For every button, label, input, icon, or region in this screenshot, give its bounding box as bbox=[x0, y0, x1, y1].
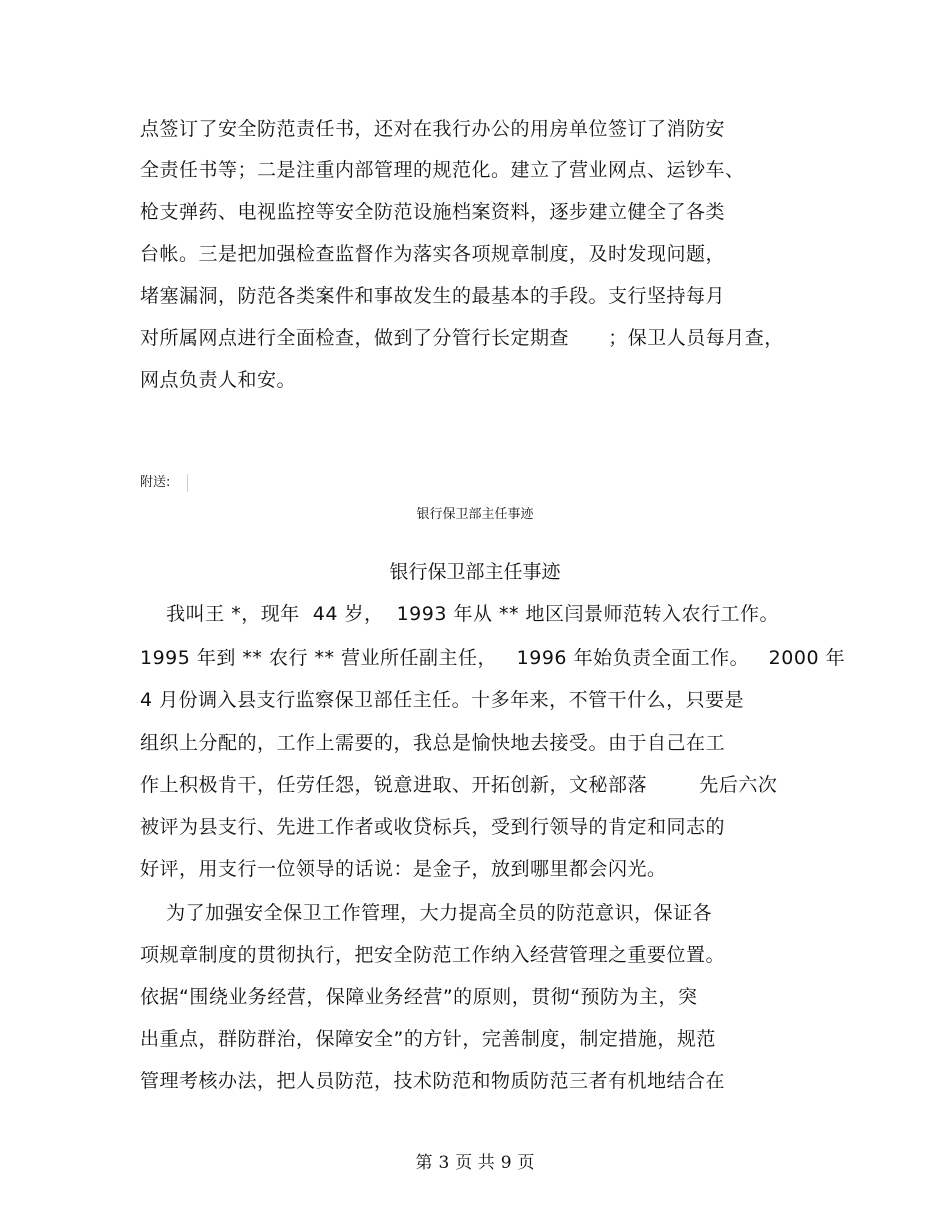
text-line: 管理考核办法，把人员防范，技术防范和物质防范三者有机地结合在 bbox=[140, 1070, 726, 1092]
text-line: 全责任书等；二是注重内部管理的规范化。建立了营业网点、运钞车、 bbox=[140, 159, 745, 181]
text-line: 依据“围绕业务经营，保障业务经营”的原则，贯彻“预防为主，突 bbox=[140, 986, 698, 1008]
footer-suffix: 页 bbox=[517, 1153, 535, 1173]
text-line: 台帐。三是把加强检查监督作为落实各项规章制度，及时发现问题， bbox=[140, 243, 726, 265]
text-line: 我叫王 *，现年 44 岁， 1993 年从 ** 地区闫景师范转入农行工作。 bbox=[140, 603, 780, 625]
article-title: 银行保卫部主任事迹 bbox=[389, 561, 561, 583]
text-line: 好评，用支行一位领导的话说：是金子，放到哪里都会闪光。 bbox=[140, 858, 667, 880]
text-line: 网点负责人和安。 bbox=[140, 369, 297, 391]
total-page-count: 9 bbox=[500, 1153, 512, 1173]
text-line: 出重点，群防群治，保障安全”的方针，完善制度，制定措施，规范 bbox=[140, 1028, 716, 1050]
text-line: 组织上分配的，工作上需要的，我总是愉快地去接受。由于自己在工 bbox=[140, 732, 726, 754]
text-line: 堵塞漏洞，防范各类案件和事故发生的最基本的手段。支行坚持每月 bbox=[140, 285, 726, 307]
appendix-label: 附送: bbox=[140, 475, 171, 490]
text-line: 4 月份调入县支行监察保卫部任主任。十多年来，不管干什么，只要是 bbox=[140, 689, 745, 711]
page-footer bbox=[0, 1152, 950, 1174]
text-line: 对所属网点进行全面检查，做到了分管行长定期查 ；保卫人员每月查， bbox=[140, 327, 784, 349]
text-line: 被评为县支行、先进工作者或收贷标兵，受到行领导的肯定和同志的 bbox=[140, 816, 726, 838]
text-line: 项规章制度的贯彻执行，把安全防范工作纳入经营管理之重要位置。 bbox=[140, 944, 726, 966]
footer-middle: 页 共 bbox=[455, 1153, 495, 1173]
text-line: 作上积极肯干，任劳任怨，锐意进取、开拓创新，文秘部落 先后六次 bbox=[140, 774, 778, 796]
text-line: 1995 年到 ** 农行 ** 营业所任副主任， 1996 年始负责全面工作。 2000 年 bbox=[140, 647, 846, 669]
footer-prefix: 第 bbox=[415, 1153, 433, 1173]
appendix-divider bbox=[187, 474, 188, 492]
text-line: 点签订了安全防范责任书，还对在我行办公的用房单位签订了消防安 bbox=[140, 118, 726, 140]
appendix-small-title: 银行保卫部主任事迹 bbox=[416, 507, 534, 522]
text-line: 为了加强安全保卫工作管理，大力提高全员的防范意识，保证各 bbox=[140, 902, 713, 924]
current-page-number: 3 bbox=[438, 1153, 450, 1173]
text-line: 枪支弹药、电视监控等安全防范设施档案资料，逐步建立健全了各类 bbox=[140, 201, 726, 223]
